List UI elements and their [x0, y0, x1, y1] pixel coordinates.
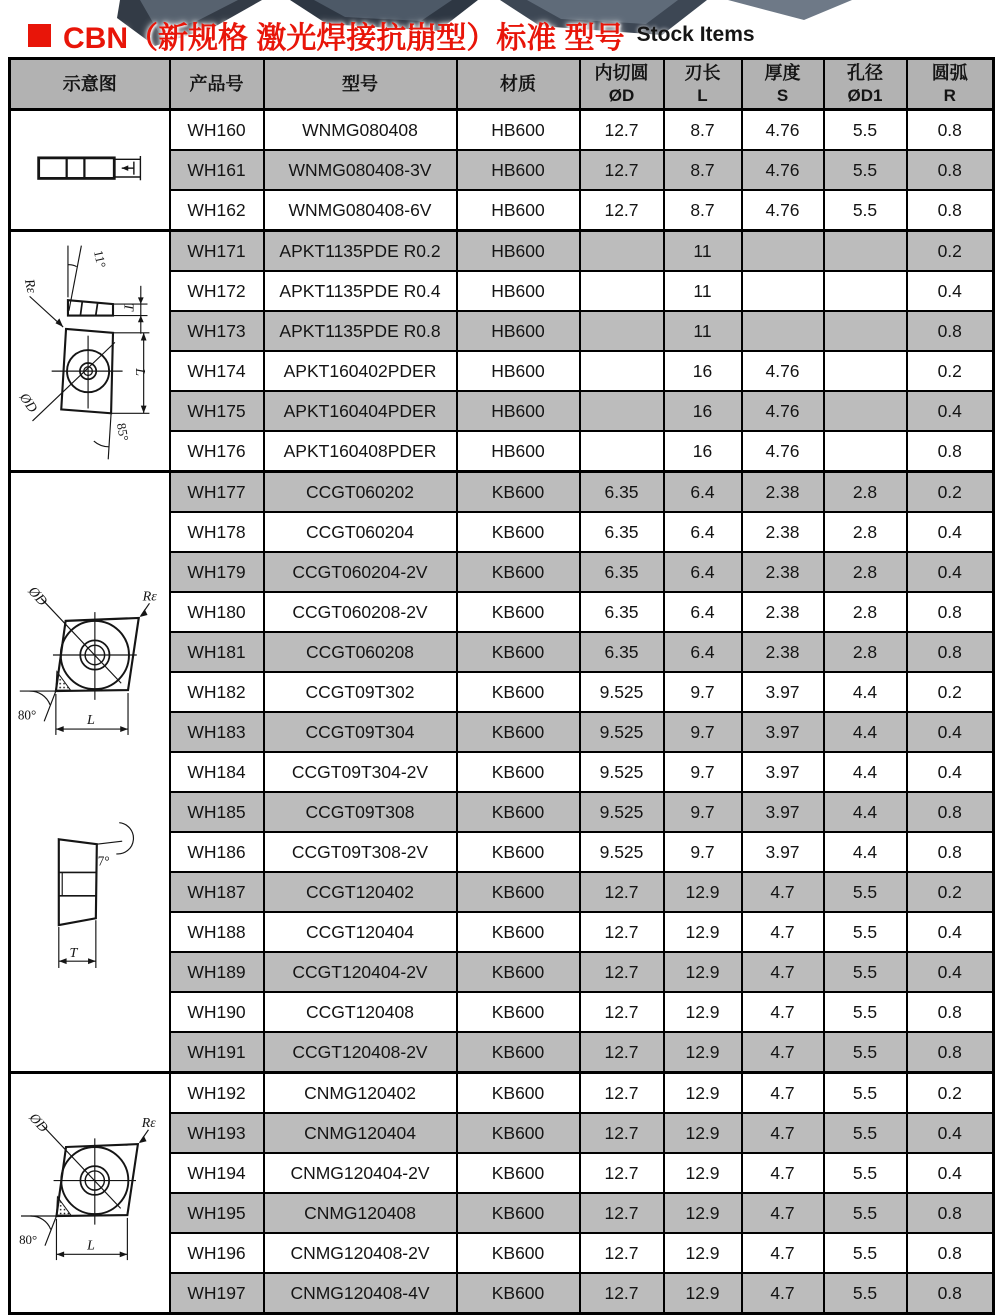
cell-corner-radius: 0.8 — [907, 592, 994, 632]
cell-corner-radius: 0.2 — [907, 472, 994, 513]
cell-thickness: 3.97 — [742, 792, 824, 832]
cell-corner-radius: 0.8 — [907, 1193, 994, 1233]
cell-product-no: WH196 — [170, 1233, 264, 1273]
cell-inscribed-circle: 12.7 — [580, 190, 664, 231]
cell-edge-length: 11 — [664, 271, 742, 311]
cell-material: KB600 — [457, 1273, 580, 1314]
cell-model: CCGT120408 — [264, 992, 457, 1032]
cell-product-no: WH171 — [170, 231, 264, 272]
cell-inscribed-circle: 12.7 — [580, 912, 664, 952]
cell-hole-dia: 5.5 — [824, 992, 907, 1032]
cell-corner-radius: 0.8 — [907, 190, 994, 231]
cell-material: KB600 — [457, 1233, 580, 1273]
cell-inscribed-circle — [580, 351, 664, 391]
cell-edge-length: 12.9 — [664, 1153, 742, 1193]
cell-product-no: WH174 — [170, 351, 264, 391]
cell-hole-dia — [824, 271, 907, 311]
cell-material: HB600 — [457, 271, 580, 311]
cell-hole-dia: 5.5 — [824, 1193, 907, 1233]
cell-product-no: WH172 — [170, 271, 264, 311]
cell-material: HB600 — [457, 110, 580, 151]
cell-hole-dia: 5.5 — [824, 1032, 907, 1073]
stock-items-table — [8, 57, 995, 1315]
cell-thickness: 2.38 — [742, 472, 824, 513]
cell-edge-length: 12.9 — [664, 1233, 742, 1273]
cell-hole-dia: 5.5 — [824, 952, 907, 992]
cell-product-no: WH177 — [170, 472, 264, 513]
cell-product-no: WH161 — [170, 150, 264, 190]
cell-hole-dia: 5.5 — [824, 872, 907, 912]
cell-model: CNMG120402 — [264, 1073, 457, 1114]
edge-length-label: L — [131, 368, 147, 376]
stock-table-body — [10, 110, 994, 1314]
cell-inscribed-circle: 6.35 — [580, 552, 664, 592]
cell-hole-dia: 5.5 — [824, 190, 907, 231]
cell-model: CNMG120404-2V — [264, 1153, 457, 1193]
cell-inscribed-circle: 12.7 — [580, 1032, 664, 1073]
cell-product-no: WH187 — [170, 872, 264, 912]
cell-inscribed-circle: 12.7 — [580, 952, 664, 992]
cell-corner-radius: 0.8 — [907, 1273, 994, 1314]
cell-thickness: 2.38 — [742, 632, 824, 672]
col-header-corner-radius: 圆弧 R — [907, 59, 994, 110]
cell-product-no: WH175 — [170, 391, 264, 431]
cbn-tip-hatch — [56, 672, 71, 691]
cell-model: CCGT120404 — [264, 912, 457, 952]
cell-material: KB600 — [457, 792, 580, 832]
cell-edge-length: 8.7 — [664, 190, 742, 231]
relief-angle-label: 11° — [90, 248, 109, 270]
cell-material: KB600 — [457, 552, 580, 592]
title-bullet-square — [28, 24, 51, 47]
cell-material: KB600 — [457, 832, 580, 872]
cell-hole-dia: 2.8 — [824, 552, 907, 592]
cell-corner-radius: 0.4 — [907, 512, 994, 552]
cell-hole-dia: 4.4 — [824, 832, 907, 872]
edge-length-label: L — [86, 712, 95, 729]
cell-product-no: WH173 — [170, 311, 264, 351]
cell-inscribed-circle: 9.525 — [580, 752, 664, 792]
cell-edge-length: 8.7 — [664, 110, 742, 151]
cell-model: CNMG120408-2V — [264, 1233, 457, 1273]
cell-thickness: 4.76 — [742, 150, 824, 190]
cell-product-no: WH191 — [170, 1032, 264, 1073]
cell-model: CCGT060202 — [264, 472, 457, 513]
cell-edge-length: 8.7 — [664, 150, 742, 190]
cell-model: CCGT09T308 — [264, 792, 457, 832]
cell-material: KB600 — [457, 872, 580, 912]
cell-inscribed-circle: 12.7 — [580, 872, 664, 912]
corner-radius-label: Rε — [142, 588, 157, 605]
cell-model: CCGT09T304 — [264, 712, 457, 752]
cell-corner-radius: 0.4 — [907, 752, 994, 792]
col-header-model: 型号 — [264, 59, 457, 110]
cell-model: APKT160404PDER — [264, 391, 457, 431]
header-row — [10, 59, 994, 110]
cell-inscribed-circle: 9.525 — [580, 832, 664, 872]
cell-corner-radius: 0.4 — [907, 1153, 994, 1193]
cell-corner-radius: 0.8 — [907, 832, 994, 872]
schematic-cell-ccgt — [10, 472, 170, 1073]
cell-edge-length: 12.9 — [664, 1193, 742, 1233]
t-dimension-arrow — [121, 165, 128, 171]
cell-thickness — [742, 231, 824, 272]
cell-hole-dia: 4.4 — [824, 712, 907, 752]
cell-thickness: 4.7 — [742, 992, 824, 1032]
cell-edge-length: 12.9 — [664, 1032, 742, 1073]
cell-material: KB600 — [457, 1113, 580, 1153]
cell-model: CCGT09T308-2V — [264, 832, 457, 872]
cell-corner-radius: 0.8 — [907, 110, 994, 151]
cell-edge-length: 6.4 — [664, 592, 742, 632]
cell-model: CCGT060208 — [264, 632, 457, 672]
cell-model: CNMG120408 — [264, 1193, 457, 1233]
cell-thickness — [742, 311, 824, 351]
cell-corner-radius: 0.8 — [907, 632, 994, 672]
cell-corner-radius: 0.2 — [907, 231, 994, 272]
cell-product-no: WH184 — [170, 752, 264, 792]
cell-material: HB600 — [457, 311, 580, 351]
inscribed-circle-label: ØD — [24, 583, 51, 610]
col-header-schematic: 示意图 — [10, 59, 170, 110]
cell-material: KB600 — [457, 512, 580, 552]
cell-product-no: WH179 — [170, 552, 264, 592]
schematic-cnmg-insert — [12, 1078, 168, 1308]
cell-edge-length: 6.4 — [664, 512, 742, 552]
schematic-apkt-insert — [12, 236, 168, 466]
cell-thickness: 4.76 — [742, 110, 824, 151]
thickness-label: T — [120, 303, 136, 311]
cell-material: KB600 — [457, 472, 580, 513]
cell-thickness: 3.97 — [742, 752, 824, 792]
cell-inscribed-circle: 12.7 — [580, 992, 664, 1032]
corner-angle-label: 85° — [113, 421, 132, 443]
cell-material: KB600 — [457, 632, 580, 672]
schematic-cell-wnmg — [10, 110, 170, 231]
cell-model: CCGT09T304-2V — [264, 752, 457, 792]
cell-inscribed-circle — [580, 431, 664, 472]
cell-edge-length: 12.9 — [664, 952, 742, 992]
cell-product-no: WH183 — [170, 712, 264, 752]
cell-thickness: 4.7 — [742, 1233, 824, 1273]
cell-edge-length: 12.9 — [664, 872, 742, 912]
cell-thickness: 4.7 — [742, 952, 824, 992]
cell-corner-radius: 0.8 — [907, 1233, 994, 1273]
cell-edge-length: 11 — [664, 231, 742, 272]
cell-model: APKT1135PDE R0.8 — [264, 311, 457, 351]
insert-outline — [61, 300, 113, 413]
cell-thickness: 2.38 — [742, 512, 824, 552]
cell-inscribed-circle: 6.35 — [580, 512, 664, 552]
cell-model: CCGT120404-2V — [264, 952, 457, 992]
cell-inscribed-circle: 9.525 — [580, 672, 664, 712]
table-row — [10, 110, 994, 151]
cell-edge-length: 16 — [664, 431, 742, 472]
col-header-material: 材质 — [457, 59, 580, 110]
col-header-edge-length: 刃长 L — [664, 59, 742, 110]
cell-corner-radius: 0.8 — [907, 992, 994, 1032]
cell-edge-length: 9.7 — [664, 832, 742, 872]
cell-inscribed-circle: 6.35 — [580, 592, 664, 632]
cell-edge-length: 16 — [664, 391, 742, 431]
cell-material: HB600 — [457, 150, 580, 190]
cell-hole-dia: 5.5 — [824, 110, 907, 151]
cell-edge-length: 12.9 — [664, 1273, 742, 1314]
cell-corner-radius: 0.4 — [907, 912, 994, 952]
cbn-tip-hatch — [56, 1197, 70, 1215]
cell-edge-length: 12.9 — [664, 912, 742, 952]
cell-material: KB600 — [457, 1153, 580, 1193]
cell-thickness: 2.38 — [742, 552, 824, 592]
cell-corner-radius: 0.4 — [907, 1113, 994, 1153]
cell-edge-length: 12.9 — [664, 1073, 742, 1114]
cell-thickness: 4.7 — [742, 912, 824, 952]
cell-inscribed-circle: 12.7 — [580, 1073, 664, 1114]
thickness-label: T — [69, 945, 78, 962]
cell-model: CNMG120408-4V — [264, 1273, 457, 1314]
cell-edge-length: 6.4 — [664, 552, 742, 592]
cell-model: APKT160402PDER — [264, 351, 457, 391]
cell-corner-radius: 0.4 — [907, 952, 994, 992]
cell-hole-dia: 2.8 — [824, 472, 907, 513]
cell-product-no: WH197 — [170, 1273, 264, 1314]
cell-product-no: WH185 — [170, 792, 264, 832]
cell-product-no: WH160 — [170, 110, 264, 151]
cell-edge-length: 9.7 — [664, 792, 742, 832]
cell-hole-dia: 5.5 — [824, 1273, 907, 1314]
cell-thickness: 4.7 — [742, 1032, 824, 1073]
cell-corner-radius: 0.8 — [907, 792, 994, 832]
cell-hole-dia: 5.5 — [824, 1113, 907, 1153]
cell-hole-dia: 5.5 — [824, 1073, 907, 1114]
cell-hole-dia — [824, 351, 907, 391]
col-header-inscribed-circle: 内切圆 ØD — [580, 59, 664, 110]
cell-product-no: WH190 — [170, 992, 264, 1032]
cell-thickness: 2.38 — [742, 592, 824, 632]
col-header-hole-dia: 孔径 ØD1 — [824, 59, 907, 110]
cell-product-no: WH176 — [170, 431, 264, 472]
construction-lines — [29, 246, 149, 460]
cell-product-no: WH189 — [170, 952, 264, 992]
cell-model: WNMG080408-6V — [264, 190, 457, 231]
cell-model: WNMG080408 — [264, 110, 457, 151]
cell-inscribed-circle — [580, 271, 664, 311]
cell-material: KB600 — [457, 712, 580, 752]
inscribed-circle-label: ØD — [25, 1110, 51, 1136]
cell-product-no: WH181 — [170, 632, 264, 672]
cell-corner-radius: 0.8 — [907, 311, 994, 351]
cell-material: KB600 — [457, 752, 580, 792]
cell-thickness: 4.76 — [742, 351, 824, 391]
cell-inscribed-circle: 9.525 — [580, 712, 664, 752]
cell-material: HB600 — [457, 351, 580, 391]
cell-corner-radius: 0.4 — [907, 552, 994, 592]
cell-hole-dia: 5.5 — [824, 1233, 907, 1273]
cell-inscribed-circle: 6.35 — [580, 632, 664, 672]
cell-edge-length: 9.7 — [664, 752, 742, 792]
cell-material: HB600 — [457, 391, 580, 431]
cell-thickness: 4.7 — [742, 1113, 824, 1153]
cell-thickness — [742, 271, 824, 311]
cell-edge-length: 16 — [664, 351, 742, 391]
schematic-cell-apkt — [10, 231, 170, 472]
cell-edge-length: 9.7 — [664, 712, 742, 752]
cell-corner-radius: 0.8 — [907, 431, 994, 472]
cell-thickness: 4.7 — [742, 1153, 824, 1193]
cell-inscribed-circle — [580, 311, 664, 351]
cell-thickness: 4.76 — [742, 391, 824, 431]
schematic-ccgt-insert — [12, 478, 168, 1066]
cell-thickness: 3.97 — [742, 712, 824, 752]
cell-material: HB600 — [457, 431, 580, 472]
cell-thickness: 4.7 — [742, 1073, 824, 1114]
cell-model: CCGT060204-2V — [264, 552, 457, 592]
cell-product-no: WH186 — [170, 832, 264, 872]
col-header-thickness: 厚度 S — [742, 59, 824, 110]
cell-inscribed-circle — [580, 231, 664, 272]
cell-hole-dia: 4.4 — [824, 792, 907, 832]
cell-product-no: WH192 — [170, 1073, 264, 1114]
table-row — [10, 231, 994, 272]
cell-corner-radius: 0.2 — [907, 1073, 994, 1114]
cell-inscribed-circle: 12.7 — [580, 1113, 664, 1153]
table-row — [10, 1073, 994, 1114]
cell-material: KB600 — [457, 592, 580, 632]
cell-hole-dia: 4.4 — [824, 672, 907, 712]
cell-hole-dia: 5.5 — [824, 912, 907, 952]
cell-model: WNMG080408-3V — [264, 150, 457, 190]
cell-product-no: WH193 — [170, 1113, 264, 1153]
cell-inscribed-circle: 12.7 — [580, 1153, 664, 1193]
cell-corner-radius: 0.8 — [907, 150, 994, 190]
corner-radius-label: Rε — [141, 1115, 156, 1131]
cell-hole-dia: 2.8 — [824, 512, 907, 552]
cell-model: CCGT060204 — [264, 512, 457, 552]
cell-inscribed-circle: 12.7 — [580, 1233, 664, 1273]
cell-hole-dia — [824, 311, 907, 351]
cell-product-no: WH195 — [170, 1193, 264, 1233]
cell-product-no: WH194 — [170, 1153, 264, 1193]
corner-radius-label: Rε — [20, 277, 39, 295]
cell-thickness: 4.7 — [742, 1193, 824, 1233]
cell-edge-length: 6.4 — [664, 472, 742, 513]
cell-material: KB600 — [457, 1073, 580, 1114]
cell-material: KB600 — [457, 672, 580, 712]
cell-material: HB600 — [457, 190, 580, 231]
page-title: CBN（新规格 激光焊接抗崩型）标准 型号 — [63, 22, 625, 55]
cell-corner-radius: 0.8 — [907, 1032, 994, 1073]
cell-product-no: WH180 — [170, 592, 264, 632]
cell-thickness: 4.7 — [742, 1273, 824, 1314]
cell-corner-radius: 0.4 — [907, 712, 994, 752]
cell-hole-dia: 4.4 — [824, 752, 907, 792]
cell-model: APKT1135PDE R0.2 — [264, 231, 457, 272]
page-header — [28, 13, 755, 57]
cell-corner-radius: 0.2 — [907, 351, 994, 391]
cell-model: APKT1135PDE R0.4 — [264, 271, 457, 311]
cell-thickness: 4.76 — [742, 431, 824, 472]
table-row — [10, 472, 994, 513]
cell-product-no: WH162 — [170, 190, 264, 231]
schematic-wnmg-side-view — [15, 114, 165, 226]
cell-hole-dia: 5.5 — [824, 1153, 907, 1193]
cell-model: APKT160408PDER — [264, 431, 457, 472]
cell-hole-dia — [824, 391, 907, 431]
cell-corner-radius: 0.2 — [907, 872, 994, 912]
cell-hole-dia — [824, 231, 907, 272]
cell-inscribed-circle: 12.7 — [580, 1273, 664, 1314]
cell-hole-dia: 2.8 — [824, 592, 907, 632]
schematic-cell-cnmg — [10, 1073, 170, 1314]
cell-model: CCGT060208-2V — [264, 592, 457, 632]
cell-inscribed-circle: 12.7 — [580, 110, 664, 151]
cell-inscribed-circle: 9.525 — [580, 792, 664, 832]
cell-hole-dia — [824, 431, 907, 472]
cell-edge-length: 9.7 — [664, 672, 742, 712]
cell-inscribed-circle: 6.35 — [580, 472, 664, 513]
cell-corner-radius: 0.2 — [907, 672, 994, 712]
cell-material: KB600 — [457, 952, 580, 992]
cell-model: CCGT120408-2V — [264, 1032, 457, 1073]
cell-material: KB600 — [457, 1193, 580, 1233]
corner-angle-label: 80° — [18, 1231, 37, 1247]
cell-inscribed-circle: 12.7 — [580, 150, 664, 190]
cell-model: CNMG120404 — [264, 1113, 457, 1153]
cell-edge-length: 11 — [664, 311, 742, 351]
cell-material: KB600 — [457, 912, 580, 952]
cell-model: CCGT120402 — [264, 872, 457, 912]
cell-thickness: 4.7 — [742, 872, 824, 912]
relief-angle-label: 7° — [97, 853, 110, 869]
cell-product-no: WH178 — [170, 512, 264, 552]
corner-angle-label: 80° — [17, 707, 37, 723]
col-header-product-no: 产品号 — [170, 59, 264, 110]
cell-thickness: 3.97 — [742, 672, 824, 712]
cell-product-no: WH188 — [170, 912, 264, 952]
cell-corner-radius: 0.4 — [907, 271, 994, 311]
cell-material: HB600 — [457, 231, 580, 272]
cell-product-no: WH182 — [170, 672, 264, 712]
cell-material: KB600 — [457, 992, 580, 1032]
cell-corner-radius: 0.4 — [907, 391, 994, 431]
edge-length-label: L — [86, 1238, 95, 1254]
cell-hole-dia: 5.5 — [824, 150, 907, 190]
cell-edge-length: 12.9 — [664, 992, 742, 1032]
cell-hole-dia: 2.8 — [824, 632, 907, 672]
cell-thickness: 4.76 — [742, 190, 824, 231]
cell-thickness: 3.97 — [742, 832, 824, 872]
inscribed-circle-label: ØD — [15, 390, 40, 416]
cell-edge-length: 12.9 — [664, 1113, 742, 1153]
cell-model: CCGT09T302 — [264, 672, 457, 712]
cell-inscribed-circle — [580, 391, 664, 431]
cell-material: KB600 — [457, 1032, 580, 1073]
cell-edge-length: 6.4 — [664, 632, 742, 672]
page-title-english: Stock Items — [636, 23, 755, 46]
cell-inscribed-circle: 12.7 — [580, 1193, 664, 1233]
